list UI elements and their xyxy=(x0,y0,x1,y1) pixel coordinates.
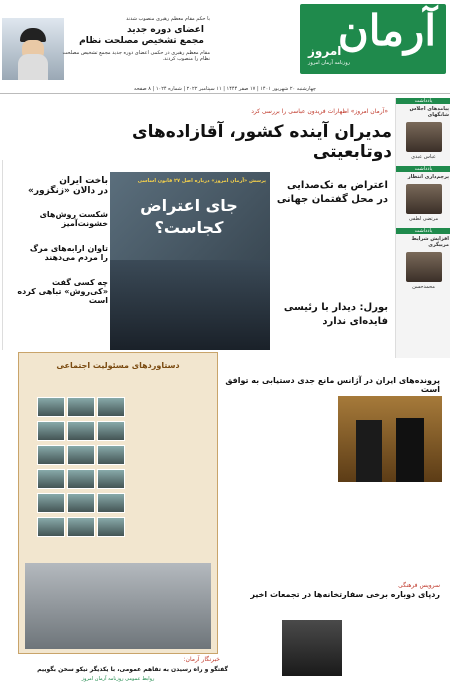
right-rail-author-3: محمدحسن xyxy=(412,284,435,290)
author-portrait-2 xyxy=(406,184,442,214)
masthead-logo: آرمان xyxy=(337,6,436,55)
right-rail xyxy=(395,98,450,358)
left-story-1-title-line2[interactable]: در دالان «زنگزور» xyxy=(28,186,108,196)
author-portrait-1 xyxy=(406,122,442,152)
main-headline: مدیران آینده کشور، آقازاده‌های دوتابعیتی xyxy=(132,122,392,162)
right-rail-label-1: یادداشت xyxy=(396,98,450,104)
feature-kicker: پرسش «آرمان امروز» درباره اصل ۲۷ قانون اساسی xyxy=(137,178,266,184)
diplomacy-photo xyxy=(338,396,442,482)
author-portrait-3 xyxy=(406,252,442,282)
left-column xyxy=(2,160,108,350)
ad-title: دستاوردهای مسئولیت اجتماعی xyxy=(56,361,180,370)
left-story-3-title-line2[interactable]: را مردم می‌دهند xyxy=(44,253,108,262)
main-kicker: «آرمان امروز» اظهارات فریدون عباسی را بررسی کرد xyxy=(251,108,388,115)
right-rail-label-3: یادداشت xyxy=(396,228,450,234)
ad-panel xyxy=(18,352,218,654)
bottom-story-headline[interactable]: ردپای دوباره برخی سفارتخانه‌ها در تجمعات اخیر xyxy=(250,590,440,599)
slogan-line1: گفتگو و راه رسیدن به تفاهم عمومی، با یکدیگر نیکو سخن بگوییم xyxy=(37,666,228,673)
left-story-4-title-line2[interactable]: «کی‌روش» تباهی کرده است xyxy=(17,287,108,305)
feature-headline-line1: جای اعتراض xyxy=(140,196,238,215)
top-left-body: مقام معظم رهبری در حکمی اعضای دوره جدید مجمع تشخیص مصلحت نظام را منصوب کردند. xyxy=(62,50,210,62)
top-left-section xyxy=(0,0,222,82)
right-rail-item-1[interactable]: پیامدهای اجلاس شانگهای xyxy=(409,106,449,118)
slogan-kicker: خبرنگار آرمان: xyxy=(183,656,220,663)
right-rail-author-1: عباس عبدی xyxy=(411,154,436,160)
slogan-line2: روابط عمومی روزنامه آرمان امروز xyxy=(81,676,155,682)
masthead-tagline: روزنامه آرمان امروز xyxy=(308,60,351,66)
bottom-story-kicker: سرویس فرهنگی xyxy=(398,582,440,589)
left-story-4-title-line1[interactable]: چه کسی گفت xyxy=(52,278,108,287)
left-story-3-title-line1[interactable]: تاوان ارابه‌های مرگ xyxy=(29,244,108,253)
top-left-headline-line2: مجمع تشخیص مصلحت نظام xyxy=(79,36,204,46)
top-left-headline-line1: اعضای دوره جدید xyxy=(127,25,204,35)
right-rail-item-3[interactable]: افزایش شرایط مربیگری xyxy=(411,236,449,248)
left-story-2-title-line2[interactable]: خشونت‌آمیز xyxy=(61,219,108,228)
right-story-1-title-line1[interactable]: اعتراض به تک‌صدایی xyxy=(287,180,388,191)
left-story-2-title-line1[interactable]: شکست روش‌های xyxy=(39,210,108,219)
top-left-kicker: با حکم مقام معظم رهبری منصوب شدند xyxy=(126,16,210,22)
masthead-logo-block xyxy=(300,4,446,74)
right-story-2-title-line2[interactable]: فایده‌ای ندارد xyxy=(322,316,388,327)
right-rail-item-2[interactable]: پرچم‌داری انتظار xyxy=(407,174,449,180)
lower-main-headline[interactable]: پرونده‌های ایران در آژانس مانع جدی دستیابی به توافق است xyxy=(225,376,440,394)
bottom-story-photo xyxy=(282,620,342,676)
right-rail-author-2: مرتضی لطفی xyxy=(408,216,439,222)
left-story-1-title-line1[interactable]: باخت ایران xyxy=(59,176,108,186)
right-story-1-title-line2[interactable]: در محل گفتمان جهانی xyxy=(276,194,388,205)
right-rail-label-2: یادداشت xyxy=(396,166,450,172)
right-story-2-title-line1[interactable]: بورل: دیدار با رئیسی xyxy=(283,302,388,313)
dateline: چهارشنبه ۲۰ شهریور ۱۴۰۱ | ۱۷ صفر ۱۴۴۴ | ۱۱ سپتامبر ۲۰۲۲ | شماره ۱۰۲۴ | ۸ صفحه xyxy=(0,86,450,94)
feature-headline-line2: کجاست؟ xyxy=(154,218,224,237)
masthead-logo-sub: امروز xyxy=(308,44,342,58)
